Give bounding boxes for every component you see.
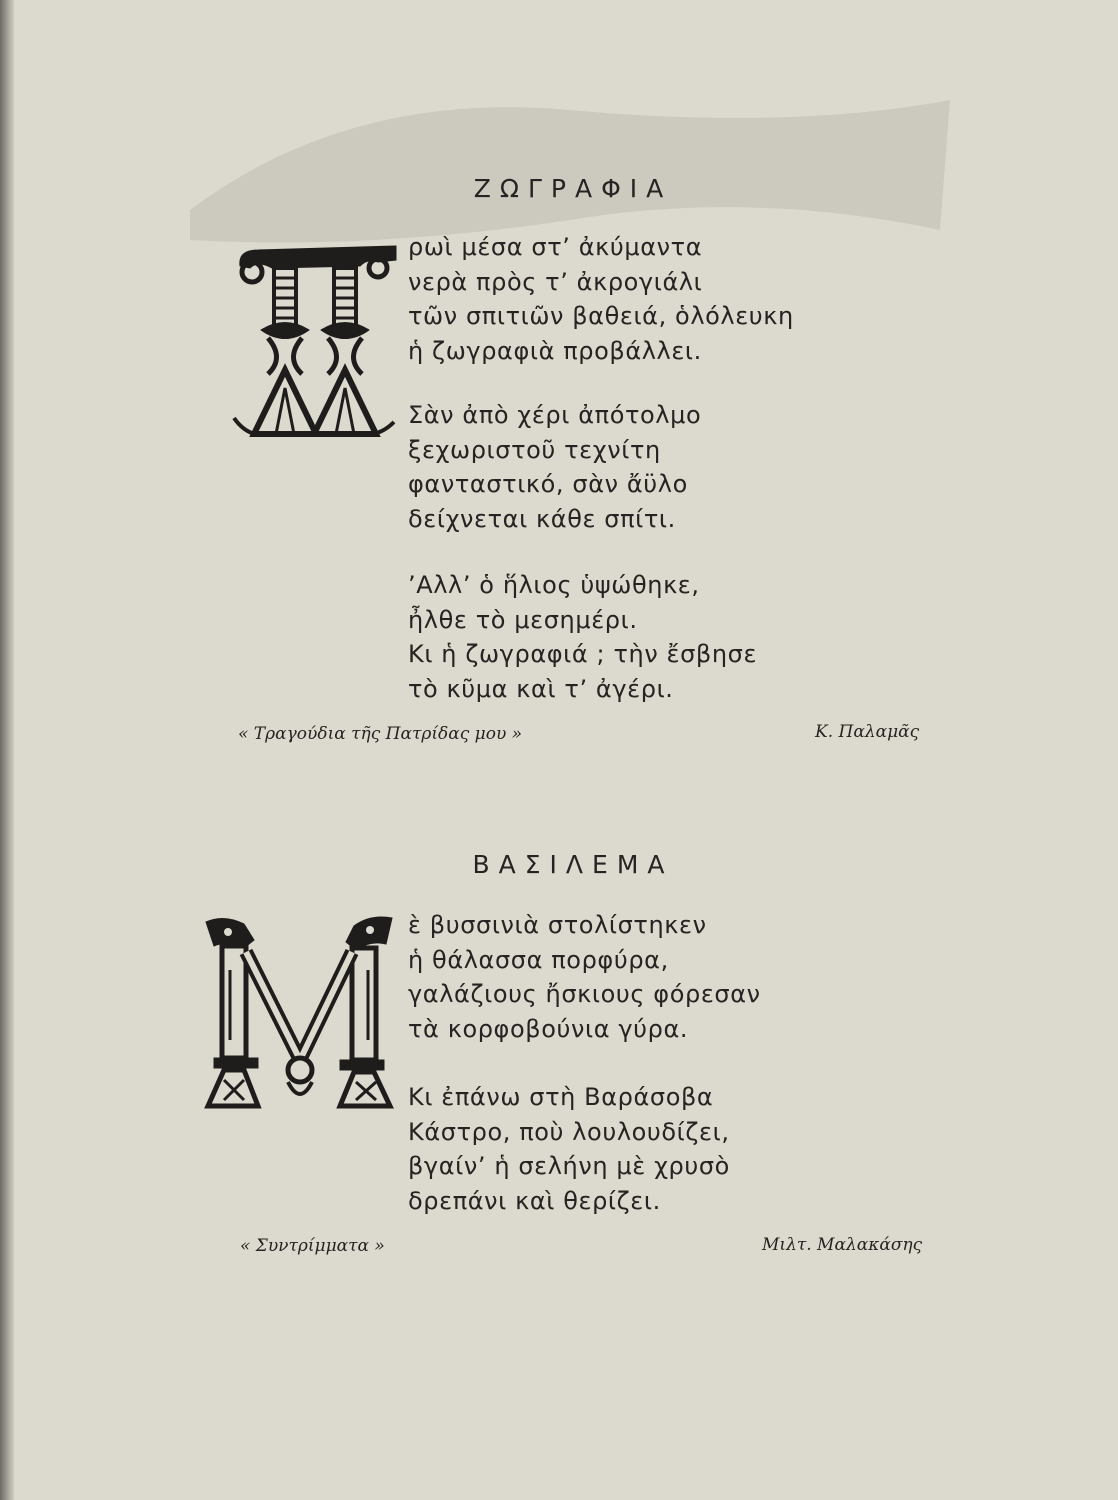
verse-line: Σὰν ἀπὸ χέρι ἀπότολμο [408,401,702,429]
stanza-1-1 [408,230,794,368]
verse-line: γαλάζιους ἤσκιους φόρεσαν [408,980,761,1008]
verse-line: τῶν σπιτιῶν βαθειά, ὁλόλευκη [408,302,794,330]
verse-line: ὲ βυσσινιὰ στολίστηκεν [408,911,707,939]
poem-source: « Συντρίμματα » [240,1236,385,1256]
verse-line: ρωὶ μέσα στ’ ἀκύμαντα [408,233,703,261]
stanza-1-2 [408,398,701,536]
page [12,0,1118,1500]
ornamental-initial-mu-icon [200,910,398,1120]
verse-line: ’Αλλ’ ὁ ἥλιος ὑψώθηκε, [408,571,700,599]
verse-line: φανταστικό, σὰν ἄϋλο [408,470,688,498]
verse-line: δείχνεται κάθε σπίτι. [408,504,676,533]
verse-line: ἡ ζωγραφιὰ προβάλλει. [408,336,702,365]
poem-title-vasilema: ΒΑΣΙΛΕΜΑ [472,850,674,879]
stanza-1-3 [408,568,757,706]
verse-line: τὸ κῦμα καὶ τ’ ἀγέρι. [408,674,674,703]
verse-line: Κάστρο, ποὺ λουλουδίζει, [408,1117,730,1146]
verse-line: ἦλθε τὸ μεσημέρι. [408,605,638,634]
poem-author: Μιλτ. Μαλακάσης [762,1235,923,1255]
poem-title-zografia: ΖΩΓΡΑΦΙΑ [473,174,673,203]
verse-line: βγαίν’ ἡ σελήνη μὲ χρυσὸ [408,1152,730,1180]
verse-line: Κι ἡ ζωγραφιά ; τὴν ἔσβησε [408,640,758,668]
verse-line: τὰ κορφοβούνια γύρα. [408,1014,689,1043]
stanza-2-2 [408,1080,730,1218]
verse-line: ἡ θάλασσα πορφύρα, [408,945,669,974]
verse-line: Κι ἐπάνω στὴ Βαράσοβα [408,1083,714,1111]
book-spine-shadow [0,0,14,1500]
verse-line: νερὰ πρὸς τ’ ἀκρογιάλι [408,267,703,296]
poem-author: Κ. Παλαμᾶς [815,722,920,742]
verse-line: ξεχωριστοῦ τεχνίτη [408,435,661,464]
ornamental-initial-pi-icon [228,238,400,448]
verse-line: δρεπάνι καὶ θερίζει. [408,1186,661,1215]
poem-source: « Τραγούδια τῆς Πατρίδας μου » [238,724,523,744]
stanza-2-1 [408,908,761,1046]
